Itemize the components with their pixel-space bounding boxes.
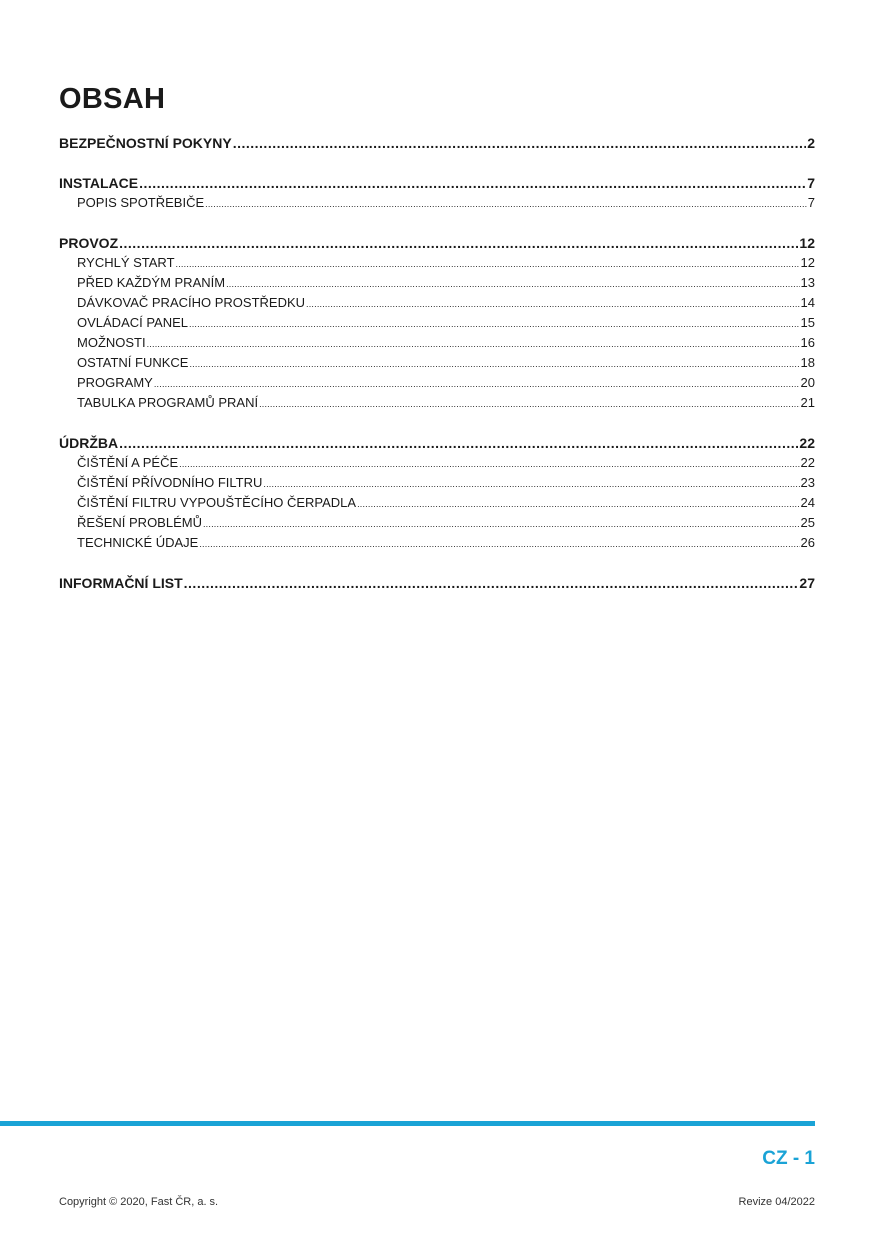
dot-leader xyxy=(259,394,799,413)
toc-subitem[interactable] xyxy=(59,333,815,353)
toc-page-number: 27 xyxy=(799,575,815,591)
toc-entry-label: OSTATNÍ FUNKCE xyxy=(77,355,189,370)
dot-leader xyxy=(119,433,798,453)
toc-page-number: 26 xyxy=(800,535,815,550)
toc-subitem[interactable] xyxy=(59,493,815,513)
toc-section-3[interactable] xyxy=(59,233,815,253)
toc-subitem[interactable] xyxy=(59,193,815,213)
dot-leader xyxy=(189,314,800,333)
toc-page-number: 13 xyxy=(800,275,815,290)
toc-entry-label: MOŽNOSTI xyxy=(77,335,146,350)
toc-entry-label: ČIŠTĚNÍ FILTRU VYPOUŠTĚCÍHO ČERPADLA xyxy=(77,495,357,510)
dot-leader xyxy=(199,534,799,553)
dot-leader xyxy=(189,354,799,373)
toc-page-number: 23 xyxy=(800,475,815,490)
toc-subitem[interactable] xyxy=(59,273,815,293)
toc-subitem[interactable] xyxy=(59,293,815,313)
copyright-notice: Copyright © 2020, Fast ČR, a. s. xyxy=(59,1196,219,1208)
toc-subitem[interactable] xyxy=(59,533,815,553)
toc-entry-label: ČIŠTĚNÍ A PÉČE xyxy=(77,455,179,470)
toc-entry-label: PROVOZ xyxy=(59,235,119,251)
toc-entry-label: POPIS SPOTŘEBIČE xyxy=(77,195,205,210)
dot-leader xyxy=(119,233,798,253)
toc-subitem[interactable] xyxy=(59,453,815,473)
toc-entry-label: TECHNICKÉ ÚDAJE xyxy=(77,535,199,550)
toc-list xyxy=(59,133,815,593)
toc-page-number: 20 xyxy=(800,375,815,390)
toc-section-5[interactable] xyxy=(59,573,815,593)
toc-page-number: 16 xyxy=(800,335,815,350)
toc-entry-label: PROGRAMY xyxy=(77,375,153,390)
toc-entry-label: ÚDRŽBA xyxy=(59,435,119,451)
toc-page-number: 2 xyxy=(807,135,815,151)
toc-page-number: 24 xyxy=(800,495,815,510)
dot-leader xyxy=(147,334,800,353)
table-of-contents xyxy=(59,133,815,593)
footer-divider xyxy=(0,1121,815,1126)
dot-leader xyxy=(306,294,800,313)
toc-entry-label: PŘED KAŽDÝM PRANÍM xyxy=(77,275,226,290)
toc-subitem[interactable] xyxy=(59,373,815,393)
toc-entry-label: ŘEŠENÍ PROBLÉMŮ xyxy=(77,515,202,530)
dot-leader xyxy=(233,133,807,153)
toc-page-number: 18 xyxy=(800,355,815,370)
toc-entry-label: DÁVKOVAČ PRACÍHO PROSTŘEDKU xyxy=(77,295,306,310)
dot-leader xyxy=(263,474,799,493)
dot-leader xyxy=(154,374,800,393)
dot-leader xyxy=(179,454,799,473)
toc-entry-label: ČIŠTĚNÍ PŘÍVODNÍHO FILTRU xyxy=(77,475,263,490)
toc-subitem[interactable] xyxy=(59,313,815,333)
dot-leader xyxy=(176,254,800,273)
dot-leader xyxy=(139,173,806,193)
page-title: OBSAH xyxy=(59,83,166,115)
toc-entry-label: INSTALACE xyxy=(59,175,139,191)
toc-entry-label: BEZPEČNOSTNÍ POKYNY xyxy=(59,135,232,151)
toc-entry-label: OVLÁDACÍ PANEL xyxy=(77,315,189,330)
toc-section-2[interactable] xyxy=(59,173,815,193)
toc-page-number: 12 xyxy=(799,235,815,251)
toc-entry-label: INFORMAČNÍ LIST xyxy=(59,575,183,591)
dot-leader xyxy=(184,573,799,593)
toc-entry-label: TABULKA PROGRAMŮ PRANÍ xyxy=(77,395,259,410)
toc-page-number: 22 xyxy=(800,455,815,470)
toc-page-number: 25 xyxy=(800,515,815,530)
toc-page-number: 12 xyxy=(800,255,815,270)
toc-subitem[interactable] xyxy=(59,513,815,533)
toc-page-number: 14 xyxy=(800,295,815,310)
toc-page-number: 22 xyxy=(799,435,815,451)
dot-leader xyxy=(203,514,800,533)
toc-section-4[interactable] xyxy=(59,433,815,453)
toc-subitem[interactable] xyxy=(59,353,815,373)
page-number-label: CZ - 1 xyxy=(762,1148,815,1169)
revision-label: Revize 04/2022 xyxy=(738,1196,815,1208)
toc-entry-label: RYCHLÝ START xyxy=(77,255,175,270)
dot-leader xyxy=(205,194,807,213)
toc-subitem[interactable] xyxy=(59,253,815,273)
dot-leader xyxy=(357,494,799,513)
toc-page-number: 7 xyxy=(807,195,815,210)
toc-page-number: 21 xyxy=(800,395,815,410)
toc-page-number: 7 xyxy=(807,175,815,191)
toc-subitem[interactable] xyxy=(59,473,815,493)
toc-section-1[interactable] xyxy=(59,133,815,153)
toc-page-number: 15 xyxy=(800,315,815,330)
toc-subitem[interactable] xyxy=(59,393,815,413)
dot-leader xyxy=(226,274,799,293)
